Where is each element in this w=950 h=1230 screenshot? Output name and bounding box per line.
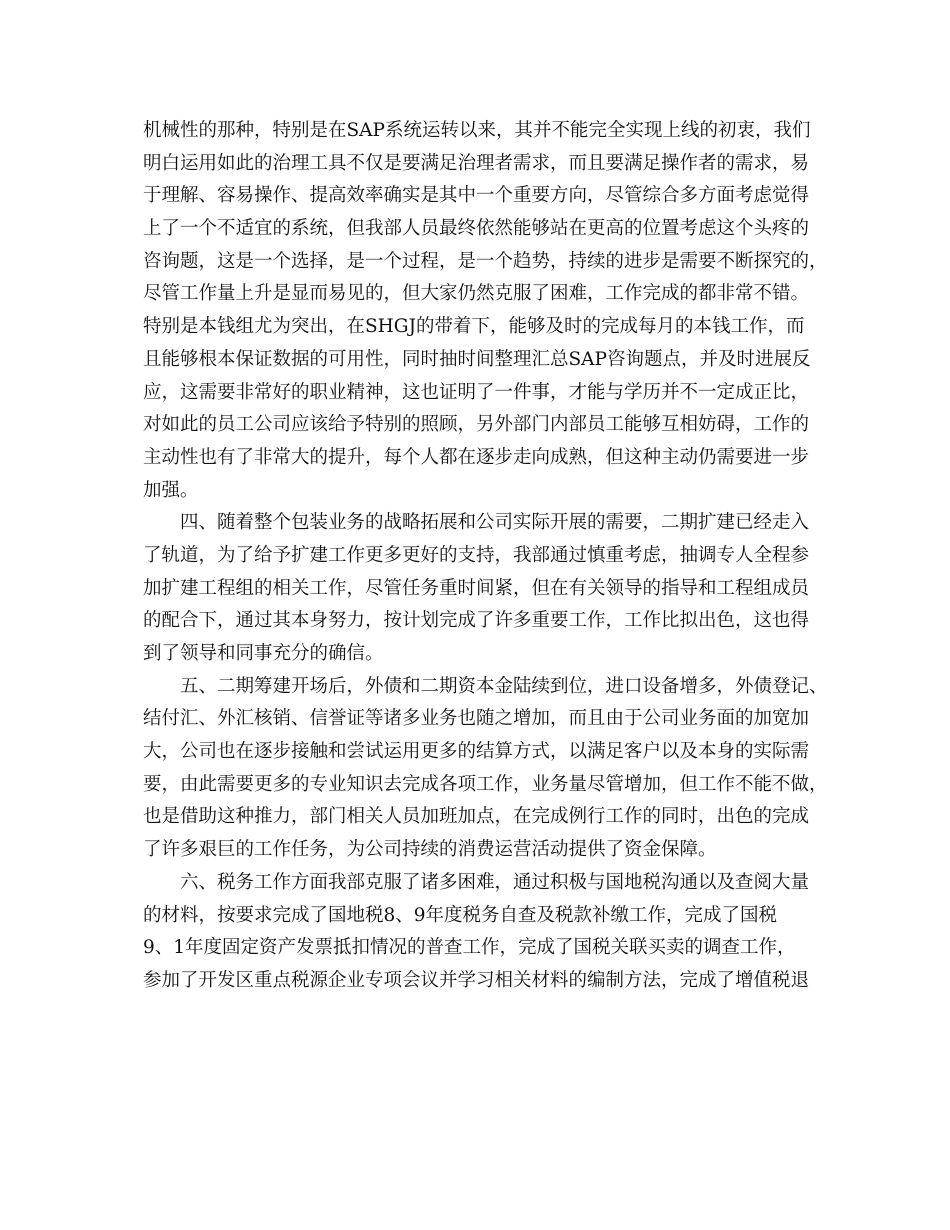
text-line: 特别是本钱组尤为突出，在SHGJ的带着下，能够及时的完成每月的本钱工作，而 (143, 316, 805, 338)
text-line: 的材料，按要求完成了国地税8、9年度税务自查及税款补缴工作，完成了国税 (143, 904, 778, 926)
text-line: 了轨道，为了给予扩建工作更多更好的支持，我部通过慎重考虑，抽调专人全程参 (143, 544, 810, 566)
text-line: 上了一个不适宜的系统，但我部人员最终依然能够站在更高的位置考虑这个头疼的 (143, 218, 810, 240)
text-line: 主动性也有了非常大的提升，每个人都在逐步走向成熟，但这种主动仍需要进一步 (143, 446, 810, 468)
text-line: 也是借助这种推力，部门相关人员加班加点，在完成例行工作的同时，出色的完成 (143, 806, 810, 828)
text-line: 明白运用如此的治理工具不仅是要满足治理者需求，而且要满足操作者的需求，易 (143, 152, 810, 174)
text-line: 于理解、容易操作、提高效率确实是其中一个重要方向，尽管综合多方面考虑觉得 (143, 185, 810, 207)
paragraph-start-line: 五、二期筹建开场后，外债和二期资本金陆续到位，进口设备增多，外债登记、 (180, 675, 828, 697)
text-line: 参加了开发区重点税源企业专项会议并学习相关材料的编制方法，完成了增值税退 (143, 969, 810, 991)
text-line: 结付汇、外汇核销、信誉证等诸多业务也随之增加，而且由于公司业务面的加宽加 (143, 708, 810, 730)
text-line: 应，这需要非常好的职业精神，这也证明了一件事，才能与学历并不一定成正比， (143, 381, 810, 403)
text-line: 对如此的员工公司应该给予特别的照顾，另外部门内部员工能够互相妨碍，工作的 (143, 414, 810, 436)
text-line: 了许多艰巨的工作任务，为公司持续的消费运营活动提供了资金保障。 (143, 839, 717, 861)
text-line: 尽管工作量上升是显而易见的，但大家仍然克服了困难，工作完成的都非常不错。 (143, 283, 810, 305)
text-line: 且能够根本保证数据的可用性，同时抽时间整理汇总SAP咨询题点，并及时进展反 (143, 348, 811, 370)
document-body (143, 115, 828, 998)
text-line: 大，公司也在逐步接触和尝试运用更多的结算方式，以满足客户以及本身的实际需 (143, 741, 810, 763)
paragraph-start-line: 六、税务工作方面我部克服了诸多困难，通过积极与国地税沟通以及查阅大量 (180, 871, 810, 893)
paragraph-start-line: 四、随着整个包装业务的战略拓展和公司实际开展的需要，二期扩建已经走入 (180, 512, 810, 534)
text-line: 9、1年度固定资产发票抵扣情况的普查工作，完成了国税关联买卖的调查工作， (143, 937, 796, 959)
text-line: 的配合下，通过其本身努力，按计划完成了许多重要工作，工作比拟出色，这也得 (143, 610, 810, 632)
text-line: 加强。 (143, 479, 199, 501)
text-line: 要，由此需要更多的专业知识去完成各项工作，业务量尽管增加，但工作不能不做， (143, 773, 828, 795)
text-line: 加扩建工程组的相关工作，尽管任务重时间紧，但在有关领导的指导和工程组成员 (143, 577, 810, 599)
text-line: 到了领导和同事充分的确信。 (143, 643, 384, 664)
text-line: 咨询题，这是一个选择，是一个过程，是一个趋势，持续的进步是需要不断探究的， (143, 250, 828, 272)
text-line: 机械性的那种，特别是在SAP系统运转以来，其并不能完全实现上线的初衷，我们 (143, 120, 811, 141)
